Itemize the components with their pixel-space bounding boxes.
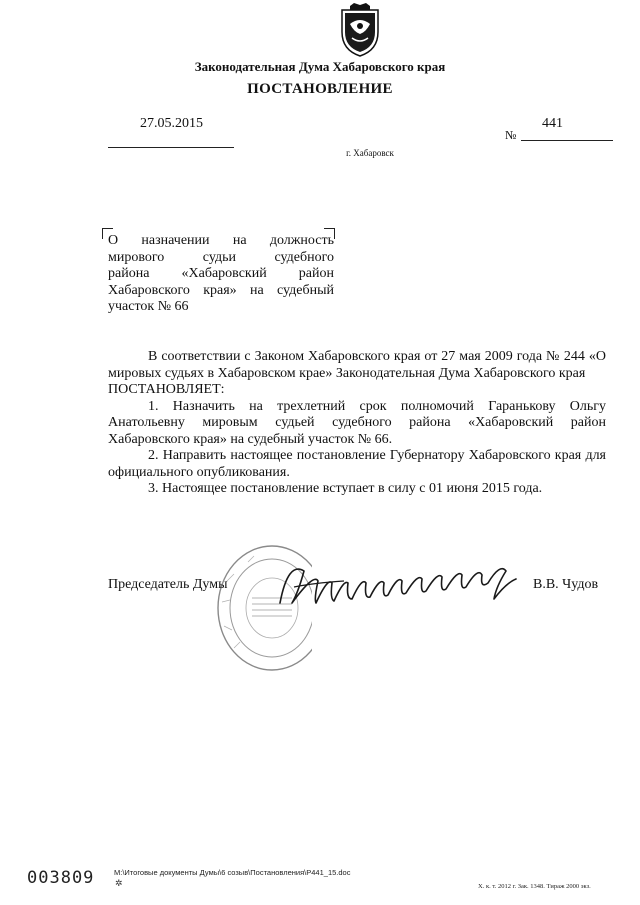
subject-block bbox=[108, 233, 334, 316]
resolution-body bbox=[108, 349, 606, 498]
preamble: В соответствии с Законом Хабаровского края от 27 мая 2009 года № 244 «О мировых судьях в Хабаровском крае» Законодательная Дума Хабаровского края bbox=[108, 349, 606, 381]
document-type: ПОСТАНОВЛЕНИЕ bbox=[247, 81, 393, 97]
signatory-position: Председатель Думы bbox=[108, 577, 228, 592]
coat-of-arms-icon bbox=[336, 2, 384, 58]
serial-number: 003809 bbox=[27, 868, 95, 888]
number-label: № bbox=[505, 128, 517, 142]
file-path: M:\Итоговые документы Думы\6 созыв\Постановления\P441_15.doc bbox=[114, 868, 351, 877]
resolution-item: 1. Назначить на трехлетний срок полномочий Гаранькову Ольгу Анатольевну мировым судьей судебного района «Хабаровский район Хабаровского края» на судебный участок № 66. bbox=[108, 398, 606, 447]
asterisk-icon: ✲ bbox=[115, 878, 123, 888]
handwritten-signature bbox=[274, 553, 524, 615]
document-date: 27.05.2015 bbox=[140, 116, 203, 131]
subject-line: О назначении на должность bbox=[108, 233, 334, 248]
subject-line: Хабаровского края» на судебный bbox=[108, 282, 334, 298]
signatory-name: В.В. Чудов bbox=[533, 577, 599, 592]
subject-line: участок № 66 bbox=[108, 299, 189, 314]
resolution-item: 2. Направить настоящее постановление Губернатору Хабаровского края для официального опубликования. bbox=[108, 448, 606, 480]
city: г. Хабаровск bbox=[346, 148, 394, 158]
print-info: Х. к. т. 2012 г. Зак. 1348. Тираж 2000 экз. bbox=[478, 883, 591, 890]
subject-line: района «Хабаровский район bbox=[108, 266, 334, 281]
subject-line: мирового судьи судебного bbox=[108, 249, 334, 265]
resolves-heading: ПОСТАНОВЛЯЕТ: bbox=[108, 382, 225, 397]
number-underline bbox=[521, 140, 613, 141]
resolution-item: 3. Настоящее постановление вступает в силу с 01 июня 2015 года. bbox=[148, 481, 543, 496]
document-number: 441 bbox=[542, 116, 563, 131]
organization-name: Законодательная Дума Хабаровского края bbox=[194, 59, 446, 74]
